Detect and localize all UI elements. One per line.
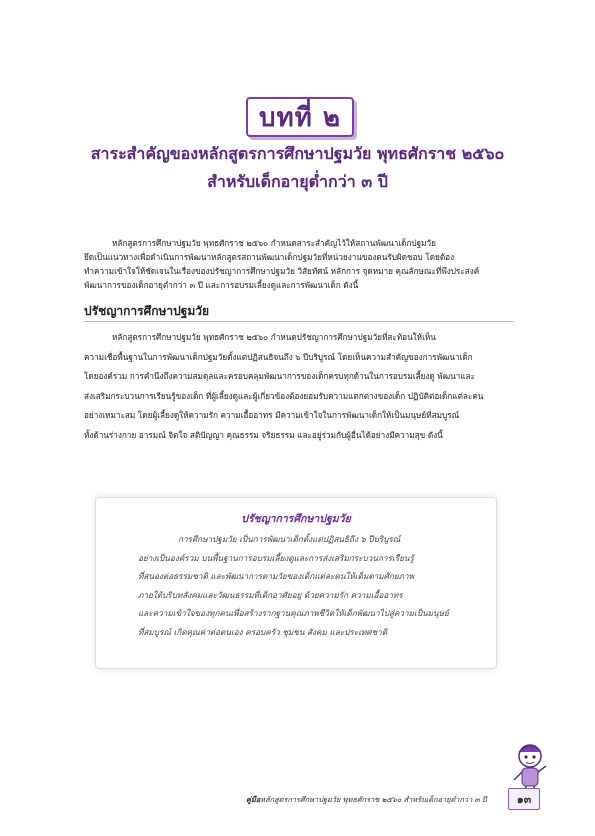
- chapter-title-line1: สาระสำคัญของหลักสูตรการศึกษาปฐมวัย พุทธศักราช ๒๕๖๐: [90, 144, 505, 163]
- footer-title: หลักสูตรการศึกษาปฐมวัย พุทธศักราช ๒๕๖๐ สำหรับเด็กอายุต่ำกว่า ๓ ปี: [260, 795, 487, 804]
- intro-line: พัฒนาการของเด็กอายุต่ำกว่า ๓ ปี และการอบรมเลี้ยงดูและการพัฒนาเด็ก ดังนี้: [84, 280, 359, 290]
- intro-line: ยึดเป็นแนวทางเพื่อดำเนินการพัฒนาหลักสูตรสถานพัฒนาเด็กปฐมวัยที่หน่วยงานของตนรับผิดชอบ โดยต้อง: [84, 252, 455, 262]
- quote-title: ปรัชญาการศึกษาปฐมวัย: [241, 513, 351, 525]
- footer-prefix: คู่มือ: [246, 795, 261, 804]
- footer-text: [246, 794, 487, 806]
- section-heading: ปรัชญาการศึกษาปฐมวัย: [84, 304, 210, 318]
- quote-text: [138, 530, 468, 641]
- quote-line: ที่สมบูรณ์ เกิดคุณค่าต่อตนเอง ครอบครัว ชุมชน สังคม และประเทศชาติ: [138, 626, 388, 637]
- section-line: ทั้งด้านร่างกาย อารมณ์ จิตใจ สติปัญญา คุณธรรม จริยธรรม และอยู่ร่วมกับผู้อื่นได้อย่างมีความสุข ดังนี้: [84, 429, 443, 440]
- chapter-label-box: [246, 97, 354, 137]
- quote-line: ที่สนองต่อธรรมชาติ และพัฒนาการตามวัยของเด็กแต่ละคนให้เต็มตามศักยภาพ: [138, 571, 414, 581]
- section-line: ความเชื่อพื้นฐานในการพัฒนาเด็กปฐมวัยตั้งแต่ปฏิสนธิจนถึง ๖ ปีบริบูรณ์ โดยเห็นความสำคัญของการพัฒนาเด็ก: [84, 351, 473, 362]
- quote-line: การศึกษาปฐมวัย เป็นการพัฒนาเด็กตั้งแต่ปฏิสนธิถึง ๖ ปีบริบูรณ์: [178, 534, 401, 544]
- page-number: ๑๓: [508, 788, 540, 810]
- intro-paragraph: [84, 236, 514, 292]
- quote-line: ภายใต้บริบทสังคมและวัฒนธรรมที่เด็กอาศัยอยู่ ด้วยความรัก ความเอื้ออาทร: [138, 589, 403, 600]
- intro-line: หลักสูตรการศึกษาปฐมวัย พุทธศักราช ๒๕๖๐ กำหนดสาระสำคัญไว้ให้สถานพัฒนาเด็กปฐมวัย: [112, 238, 436, 248]
- section-line: หลักสูตรการศึกษาปฐมวัย พุทธศักราช ๒๕๖๐ กำหนดปรัชญาการศึกษาปฐมวัยที่สะท้อนให้เห็น: [112, 332, 436, 342]
- intro-line: ทำความเข้าใจให้ชัดเจนในเรื่องของปรัชญาการศึกษาปฐมวัย วิสัยทัศน์ หลักการ จุดหมาย คุณลักษณะที่พึงประสงค์: [84, 266, 480, 276]
- section-line: อย่างเหมาะสม โดยผู้เลี้ยงดูให้ความรัก ความเอื้ออาทร มีความเข้าใจในการพัฒนาเด็กให้เป็นมนุษย์ที่สมบูรณ์: [84, 410, 460, 420]
- section-paragraph: [84, 328, 514, 445]
- chapter-label: บทที่ ๒: [259, 102, 341, 133]
- chapter-title-line2: สำหรับเด็กอายุต่ำกว่า ๓ ปี: [207, 172, 388, 191]
- section-line: โดยองค์รวม การคำนึงถึงความสมดุลและครอบคลุมพัฒนาการของเด็กครบทุกด้านในการอบรมเลี้ยงดู พัฒนาและ: [84, 371, 475, 381]
- philosophy-quote-box: [95, 497, 497, 669]
- section-divider: [84, 321, 514, 322]
- section-line: ส่งเสริมกระบวนการเรียนรู้ของเด็ก ที่ผู้เลี้ยงดูและผู้เกี่ยวข้องต้องยอมรับความแตกต่างของเด็ก ปฏิบัติต่อเด็กแต่ละคน: [84, 390, 484, 401]
- quote-line: และความเข้าใจของทุกคนเพื่อสร้างรากฐานคุณภาพชีวิตให้เด็กพัฒนาไปสู่ความเป็นมนุษย์: [138, 608, 449, 618]
- quote-line: อย่างเป็นองค์รวม บนพื้นฐานการอบรมเลี้ยงดูและการส่งเสริมกระบวนการเรียนรู้: [138, 552, 414, 563]
